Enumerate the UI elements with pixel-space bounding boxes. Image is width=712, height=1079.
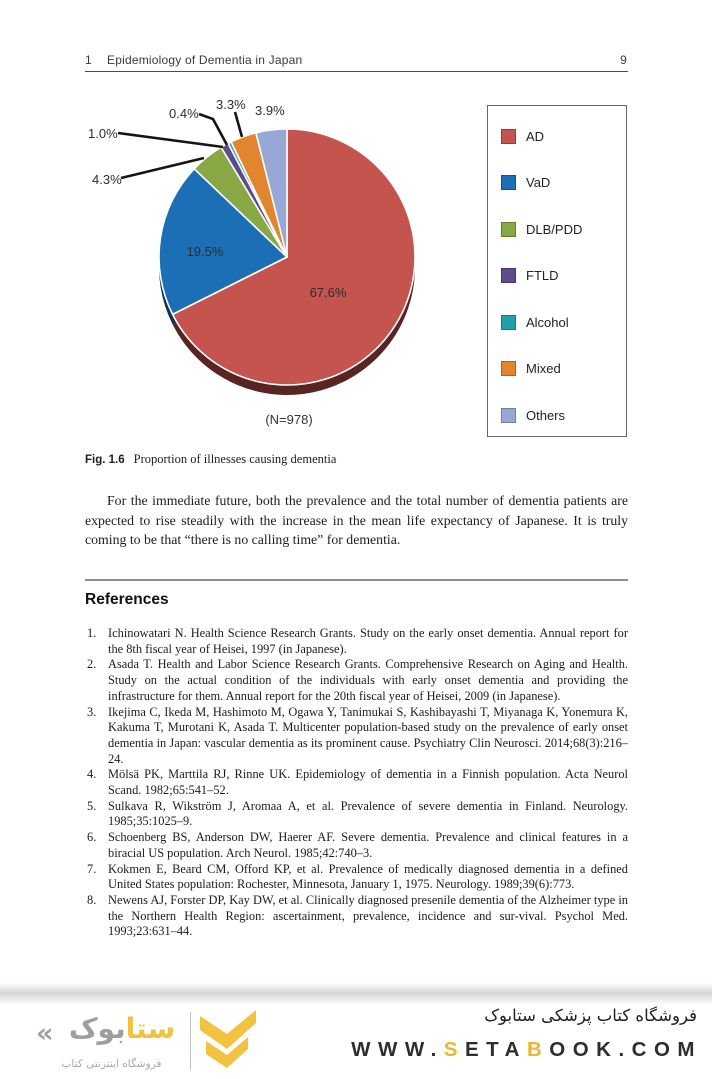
legend-item-Mixed (501, 361, 561, 377)
url-part: OOK.COM (549, 1038, 702, 1061)
leader-line-Mixed (235, 112, 242, 137)
chevrons-icon (198, 1006, 258, 1072)
legend-swatch-AD (501, 129, 516, 144)
reference-number: 2. (87, 657, 97, 672)
body-paragraph: For the immediate future, both the prevalence and the total number of dementia patients are expected to rise steadily with the increase in the mean life expectancy of Japanese. It is truly coming to be that “there is no calling time” for dementia. (85, 493, 628, 548)
legend-item-DLB/PDD (501, 221, 582, 237)
legend-label: Others (526, 407, 566, 423)
reference-number: 3. (87, 704, 97, 719)
reference-text: Kokmen E, Beard CM, Offord KP, et al. Prevalence of medically diagnosed dementia in a defined United States population: Rochester, Minnesota, January 1, 1975. Neurology. 1989;39(6):773. (108, 861, 628, 892)
running-title: Epidemiology of Dementia in Japan (107, 53, 303, 67)
reference-item (85, 862, 628, 893)
legend-item-FTLD (501, 268, 559, 284)
leader-line-FTLD (118, 133, 223, 147)
figure-caption (85, 452, 628, 467)
legend-swatch-FTLD (501, 268, 516, 283)
page-header (85, 51, 628, 72)
reference-text: Sulkava R, Wikström J, Aromaa A, et al. Prevalence of severe dementia in Finland. Neurology. 1985;35:1025–9. (108, 798, 628, 829)
legend-label: DLB/PDD (526, 221, 583, 237)
pie-value-label-VaD: 19.5% (186, 244, 224, 259)
pie-value-label-DLB/PDD: 4.3% (92, 172, 122, 187)
legend-item-AD (501, 128, 544, 144)
reference-text: Ikejima C, Ikeda M, Hashimoto M, Ogawa Y, Tanimukai S, Kashibayashi T, Miyanaga K, Yonemura K, Kakuma T, Murotani K, Asada T. Multicenter population-based study on the prevalence of early onset dementia in Japan: vascular dementia as its prominent cause. Psychiatry Clin Neurosci. 2014;68(3):216–24. (108, 704, 628, 766)
reference-text: Schoenberg BS, Anderson DW, Haerer AF. Severe dementia. Prevalence and clinical features in a biracial US population. Arch Neurol. 1985;42:740–3. (108, 830, 628, 860)
reference-text: Newens AJ, Forster DP, Kay DW, et al. Clinically diagnosed presenile dementia of the Alzheimer type in the Northern Health Region: ascertainment, prevalence, incidence and sur-vival. Psychol Med. 1993;23:631–44. (108, 892, 628, 939)
logo-guillemet: « (36, 1018, 54, 1049)
section-divider (85, 579, 628, 581)
sample-size-note: (N=978) (265, 412, 313, 427)
legend-label: VaD (526, 175, 551, 190)
legend-item-Alcohol (501, 314, 569, 330)
page-number: 9 (620, 53, 627, 67)
reference-text: Ichinowatari N. Health Science Research Grants. Study on the early onset dementia. Annual report for the 8th fiscal year of Heisei, 1997 (in Japanese). (108, 626, 628, 656)
pie-value-label-Alcohol: 0.4% (169, 106, 199, 121)
logo-tagline: فروشگاه اینترنتی کتاب (61, 1058, 162, 1070)
legend-item-VaD (501, 175, 550, 191)
references-list (85, 626, 628, 940)
leader-line-Alcohol (199, 114, 227, 145)
chart-legend (487, 105, 627, 437)
reference-item (85, 767, 628, 798)
reference-item (85, 657, 628, 704)
references-heading: References (85, 591, 169, 608)
pie-value-label-Mixed: 3.3% (216, 97, 246, 112)
legend-label: FTLD (526, 268, 559, 283)
legend-swatch-Mixed (501, 361, 516, 376)
legend-swatch-Alcohol (501, 315, 516, 330)
footer-shadow (0, 983, 712, 1005)
legend-swatch-DLB/PDD (501, 222, 516, 237)
wordmark-part-2: بوک (68, 1012, 126, 1045)
reference-item (85, 626, 628, 657)
logo-divider (190, 1012, 191, 1070)
reference-text: Asada T. Health and Labor Science Research Grants. Comprehensive Research on Aging and Health. Study on the actual condition of the individuals with early onset dementia and providing the infrastructure for them. Annual report for the 20th fiscal year of Heisei, 2009 (in Japanese). (108, 657, 628, 703)
reference-number: 4. (87, 767, 97, 782)
legend-swatch-Others (501, 408, 516, 423)
wordmark-part-1: ستا (125, 1012, 176, 1045)
reference-item (85, 893, 628, 940)
website-url (351, 1038, 702, 1062)
reference-item (85, 799, 628, 830)
pie-value-label-AD: 67.6% (309, 285, 347, 300)
legend-label: AD (526, 128, 545, 144)
chapter-number: 1 (85, 53, 92, 67)
reference-item (85, 705, 628, 768)
reference-number: 1. (87, 626, 97, 640)
url-part: ETA (464, 1038, 527, 1061)
legend-label: Alcohol (526, 314, 569, 330)
reference-number: 6. (87, 830, 97, 845)
pie-value-label-FTLD: 1.0% (88, 126, 118, 141)
pie-chart (85, 90, 485, 450)
reference-number: 5. (87, 798, 97, 813)
reference-number: 8. (87, 892, 97, 907)
legend-item-Others (501, 407, 565, 423)
figure-caption-label: Fig. 1.6 (85, 454, 125, 466)
reference-number: 7. (87, 861, 97, 876)
setabook-logo-wordmark (60, 1012, 184, 1045)
reference-text: Mölsä PK, Marttila RJ, Rinne UK. Epidemiology of dementia in a Finnish population. Acta Neurol Scand. 1982;65:541–52. (108, 767, 628, 798)
store-name-farsi: فروشگاه کتاب پزشکی ستابوک (484, 1006, 697, 1025)
figure-caption-text: Proportion of illnesses causing dementia (133, 452, 337, 466)
url-accent-s: S (443, 1038, 465, 1061)
pie-value-label-Others: 3.9% (255, 103, 285, 118)
legend-swatch-VaD (501, 175, 516, 190)
figure-area (85, 90, 640, 452)
legend-label: Mixed (526, 361, 561, 376)
reference-item (85, 830, 628, 861)
url-part: WWW. (351, 1038, 444, 1061)
url-accent-b: B (526, 1038, 550, 1061)
